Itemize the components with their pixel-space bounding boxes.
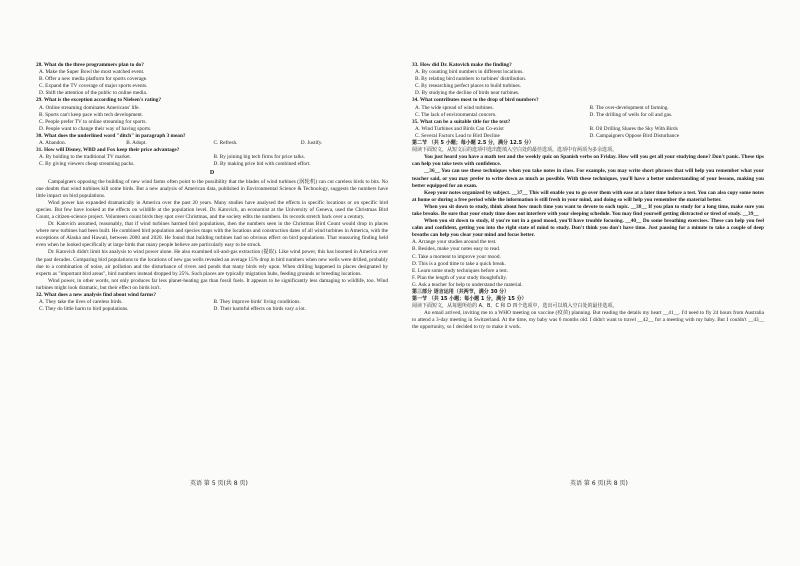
option: B. The over-development of farming. bbox=[589, 104, 669, 111]
option: B. By relating bird numbers to turbines' distribution. bbox=[415, 76, 527, 83]
passage-paragraph: Dr. Katovich assumed, reasonably, that if wind turbines harmed bird populations, then the numbers seen in the Christmas Bird Count would drop in places where new turbines had been built. He combined bird population and species maps with the locations and construction dates of all wind turbines in America, with the exceptions of Alaska and Hawaii, between 2000 and 2020. He found that building turbines had no obvious effect on bird populations. That reassuring finding held even when he looked specifically at large birds that many people believe are particularly easy to be struck. bbox=[36, 221, 388, 249]
option: A. Arrange your studies around the test. bbox=[412, 239, 497, 246]
question-35 bbox=[412, 119, 764, 140]
option-list bbox=[412, 239, 764, 289]
option: D. The drilling of wells for oil and gas. bbox=[589, 111, 673, 118]
option: C. People prefer TV to online streaming for sports. bbox=[39, 118, 147, 125]
option: A. Wind Turbines and Birds Can Co-exist bbox=[415, 125, 504, 132]
question-33 bbox=[412, 62, 764, 97]
question-31 bbox=[36, 147, 388, 168]
option: C. Take a moment to improve your mood. bbox=[412, 253, 501, 260]
option: B. By joining big tech firms for price talks. bbox=[213, 154, 306, 161]
option: A. Make the Super Bowl the most watched event. bbox=[39, 69, 145, 76]
page-footer-left: 英语 第 5 页(共 8 页) bbox=[190, 480, 248, 487]
question-stem: 31. How will Disney, WBD and Fox keep their price advantage? bbox=[36, 147, 180, 154]
option: D. By studying the decline of birds near turbines. bbox=[415, 90, 520, 97]
passage-paragraph: Campaigners opposing the building of new wind farms often point to the possibility that the blades of wind turbines (涡轮机) can cut careless birds to bits. No one doubts that wind turbines kill some birds. But a new analysis of American data, published in Environmental Science & Technology, suggests the numbers have little impact on bird populations. bbox=[36, 178, 388, 199]
option: C. Refresh. bbox=[213, 140, 238, 147]
question-29 bbox=[36, 97, 388, 132]
question-stem: 29. What is the exception according to Nielsen's rating? bbox=[36, 97, 162, 104]
option: D. This is a good time to take a quick break. bbox=[412, 260, 506, 267]
passage-paragraph: __36__ You can use these techniques when you take notes in class. For example, you may write short phrases that will help you remember what your teacher said, or you may prefer to write down as much as possible. With these techniques, you'll have a better understanding of your lessons, making you better equipped for an exam. bbox=[412, 168, 764, 189]
option: B. Sports can't keep pace with tech development. bbox=[39, 111, 144, 118]
option: D. By making price bid with combined effort. bbox=[213, 161, 311, 168]
option: C. By researching perfect places to build turbines. bbox=[415, 83, 522, 90]
question-stem: 32. What does a new analysis find about wind farms? bbox=[36, 292, 156, 298]
option: D. Their harmful effects on birds vary a lot. bbox=[213, 306, 306, 313]
option: A. They take the lives of careless birds. bbox=[39, 299, 123, 306]
question-stem: 35. What can be a suitable title for the text? bbox=[412, 118, 511, 125]
option: C. Several Factors Lead to Bird Decline bbox=[415, 132, 500, 139]
question-stem: 33. How did Dr. Katovich make the finding? bbox=[412, 62, 512, 68]
question-28 bbox=[36, 62, 388, 97]
option: D. Shift the attention of the public to online media. bbox=[39, 90, 148, 97]
option: D. Justify. bbox=[300, 140, 323, 147]
option: C. Expand the TV coverage of major sports events. bbox=[39, 83, 148, 90]
question-stem: 34. What contributes most to the drop of bird numbers? bbox=[412, 97, 539, 104]
option: D. People want to change their way of having sports. bbox=[39, 125, 152, 132]
passage-paragraph: When you sit down to study, if you're not in a good mood, you'll have trouble focusing. __40__ Do some breathing exercises. These can help you feel calm and confident, getting you into the right state of mind to study. Don't think you don't have time. Just pausing for a minute to take a couple of deep breaths can help you clear your mind and focus better. bbox=[412, 218, 764, 239]
option: F. Plan the length of your study thoughtfully. bbox=[412, 274, 508, 281]
right-page bbox=[412, 62, 764, 332]
part-3-title: 第三部分 语言运用（共两节，满分 30 分） bbox=[412, 289, 510, 295]
question-34 bbox=[412, 97, 764, 118]
section-2-instructions: 阅读下面短文，从短文后的选项中选出能填入空白处的最佳选项。选项中有两项为多余选项。 bbox=[412, 147, 618, 154]
cloze-passage: An email arrived, inviting me to a WHO meeting on vaccine (疫苗) planning. But reading the details my heart __41__. I'd need to fly 24 hours from Australia to attend a 3-day meeting in Switzerland. At the time, my baby was 6 months old. I didn't want to travel __42__ for a meeting with my baby. But I couldn't __43__ the opportunity, so I decided to try to make it work. bbox=[412, 310, 764, 331]
passage-paragraph: You just heard you have a math test and the weekly quiz on Spanish verbs on Friday. How will you get all your studying done? Don't panic. These tips can help you take tests with confidence. bbox=[412, 154, 764, 168]
part-3-instructions: 阅读下面短文，从每题所给的 A、B、C 和 D 四个选项中，选出可以填入空白处的最佳选项。 bbox=[412, 303, 618, 310]
option: C. The lack of environmental concern. bbox=[415, 111, 497, 118]
question-stem: 28. What do the three programmers plan to do? bbox=[36, 62, 144, 68]
question-32 bbox=[36, 292, 388, 313]
option: A. Abandon. bbox=[39, 140, 66, 147]
passage-paragraph: When you sit down to study, think about how much time you want to devote to each topic. __38__ If you plan to study for a long time, make sure you take breaks. Be sure that your study time does not interfere with your sleeping schedule. You may find yourself getting distracted or tired of study. __39__ bbox=[412, 203, 764, 217]
page-footer-right: 英语 第 6 页(共 8 页) bbox=[570, 480, 628, 487]
option: B. Oil Drilling Shares the Sky With Birds bbox=[589, 125, 678, 132]
option: A. Online streaming dominates Americans' life. bbox=[39, 104, 140, 111]
option: B. Besides, make your notes easy to read. bbox=[412, 246, 501, 253]
question-30 bbox=[36, 133, 388, 147]
option: B. Offer a new media platform for sports coverage. bbox=[39, 76, 148, 83]
option: A. By holding to the traditional TV market. bbox=[39, 154, 132, 161]
option: B. Adopt. bbox=[126, 140, 147, 147]
option: B. They improve birds' living conditions. bbox=[213, 299, 301, 306]
option: G. Ask a teacher for help to understand the material. bbox=[412, 281, 523, 288]
section-2-title: 第二节 （共 5 小题；每小题 2.5 分，满分 12.5 分） bbox=[412, 140, 534, 147]
left-page bbox=[36, 62, 388, 313]
part-3-section-1-title: 第一节 （共 15 小题；每小题 1 分，满分 15 分） bbox=[412, 296, 527, 303]
option: E. Learn some study techniques before a test. bbox=[412, 267, 509, 274]
option: D. Campaigners Oppose Bird Disturbance bbox=[589, 132, 680, 139]
option: C. They do little harm to bird populations. bbox=[39, 306, 129, 313]
option: A. By counting bird numbers in different locations. bbox=[415, 69, 524, 76]
passage-paragraph: Wind power, in other words, not only produces far less planet-heating gas than fossil fuels. It appears to be significantly less damaging to wildlife, too. Wind turbines might look dramatic, but their effect on birds isn't. bbox=[36, 277, 388, 291]
question-stem: 30. What does the underlined word "ditch" in paragraph 3 mean? bbox=[36, 132, 186, 139]
option: C. By giving viewers cheap streaming packs. bbox=[39, 161, 135, 168]
passage-paragraph: Keep your notes organized by subject. __37__ This will enable you to go over them with ease at a later time before a test. You can also copy some notes at home or during a free period while the information is still fresh in your mind, and doing so will help you remember the material better. bbox=[412, 189, 764, 203]
passage-paragraph: Dr. Katovich didn't limit his analysis to wind power alone. He also examined oil-and-gas extraction (提取). Like wind power, this has boomed in America over the past decades. Comparing bird populations to the locations of new gas wells revealed an average 15% drop in bird numbers when new wells were drilled, probably due to a combination of noise, air pollution and the disturbance of rivers and ponds that many birds rely upon. When drilling happened in places designated by experts as "important bird areas", bird numbers instead dropped by 25%. Such places are typically migration hubs, feeding grounds or breeding locations. bbox=[36, 249, 388, 277]
passage-paragraph: Wind power has expanded dramatically in America over the past 20 years. Many studies have analysed the effects in specific locations or on specific bird species. But few have looked at the effects on wildlife at the population level. Dr. Katovich, an economist at the University of Geneva, used the Christmas Bird Count, a citizen-science project. Volunteers count birds they spot over Christmas, and the society edits the numbers. Its records stretch back over a century. bbox=[36, 199, 388, 220]
option: A. The wide spread of wind turbines. bbox=[415, 104, 494, 111]
section-heading-d: D bbox=[209, 170, 215, 177]
